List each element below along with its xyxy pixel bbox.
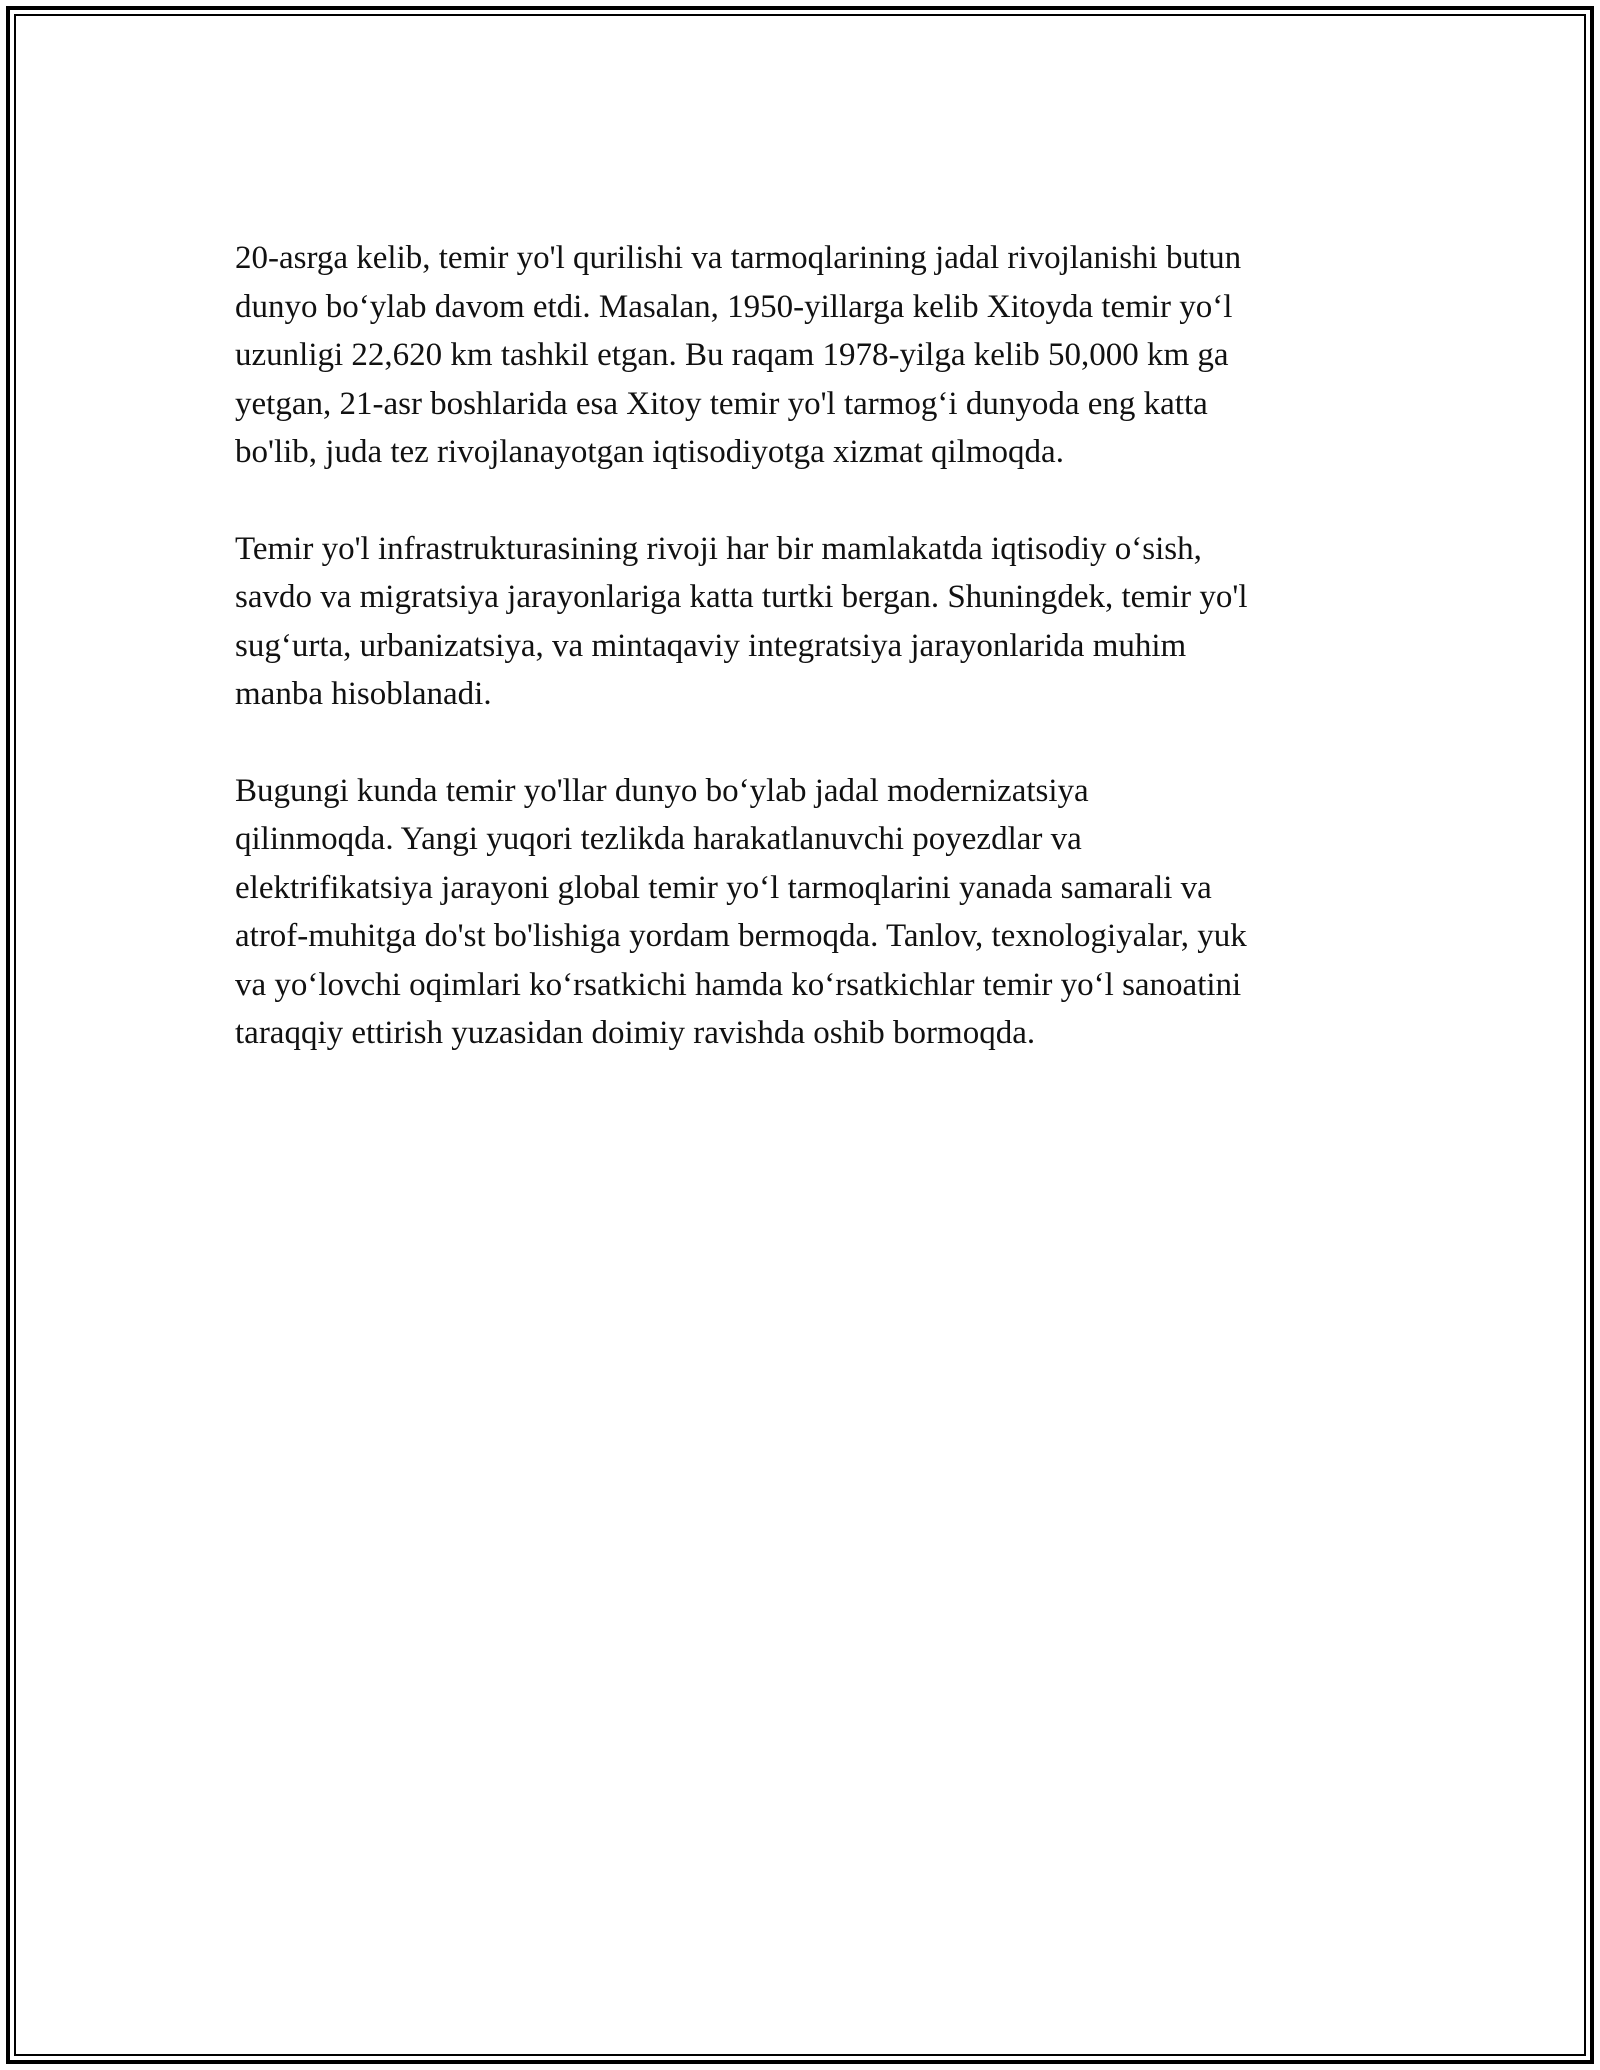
paragraph-3: Bugungi kunda temir yo'llar dunyo bo‘ylab jadal modernizatsiya qilinmoqda. Yangi yuqori tezlikda harakatlanuvchi poyezdlar va elektrifikatsiya jarayoni global temir yo‘l tarmoqlarini yanada samarali va atrof-muhitga do'st bo'lishiga yordam bermoqda. Tanlov, texnologiyalar, yuk va yo‘lovchi oqimlari ko‘rsatkichi hamda ko‘rsatkichlar temir yo‘l sanoatini taraqqiy ettirish yuzasidan doimiy ravishda oshib bormoqda. xyxy=(235,772,1247,1051)
paragraph-2: Temir yo'l infrastrukturasining rivoji har bir mamlakatda iqtisodiy o‘sish, savdo va migratsiya jarayonlariga katta turtki bergan. Shuningdek, temir yo'l sug‘urta, urbanizatsiya, va mintaqaviy integratsiya jarayonlarida muhim manba hisoblanadi. xyxy=(235,530,1248,712)
paragraph-1: 20-asrga kelib, temir yo'l qurilishi va tarmoqlarining jadal rivojlanishi butun dunyo bo‘ylab davom etdi. Masalan, 1950-yillarga kelib Xitoyda temir yo‘l uzunligi 22,620 km tashkil etgan. Bu raqam 1978-yilga kelib 50,000 km ga yetgan, 21-asr boshlarida esa Xitoy temir yo'l tarmog‘i dunyoda eng katta bo'lib, juda tez rivojlanayotgan iqtisodiyotga xizmat qilmoqda. xyxy=(235,240,1242,470)
document-body xyxy=(235,234,1375,1106)
